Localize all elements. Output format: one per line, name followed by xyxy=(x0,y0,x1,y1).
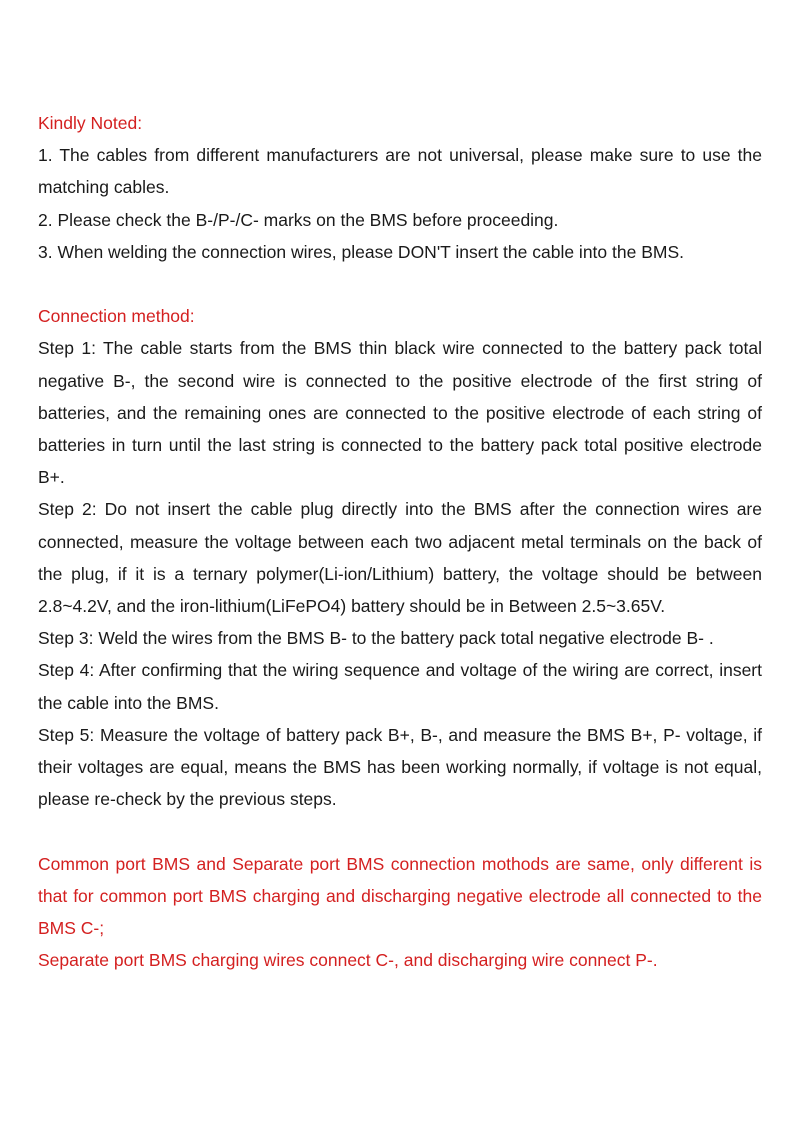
note-item: 2. Please check the B-/P-/C- marks on the BMS before proceeding. xyxy=(38,209,559,230)
section-spacer xyxy=(38,268,762,300)
connection-step: Step 1: The cable starts from the BMS thin black wire connected to the battery pack total negative B-, the second wire is connected to the positive electrode of the first string of batteries, and the remaining ones are connected to the positive electrode of each string of batteries in turn until the last string is connected to the battery pack total positive electrode B+. xyxy=(38,338,762,488)
connection-step: Step 4: After confirming that the wiring sequence and voltage of the wiring are correct, insert the cable into the BMS. xyxy=(38,660,762,713)
note-item: 1. The cables from different manufacturers are not universal, please make sure to use the matching cables. xyxy=(38,145,762,198)
connection-heading: Connection method: xyxy=(38,306,195,327)
separate-port-note: Separate port BMS charging wires connect C-, and discharging wire connect P-. xyxy=(38,950,658,971)
section-spacer xyxy=(38,815,762,847)
notes-heading: Kindly Noted: xyxy=(38,113,143,133)
connection-step: Step 2: Do not insert the cable plug directly into the BMS after the connection wires are connected, measure the voltage between each two adjacent metal terminals on the back of the plug, if it is a ternary polymer(Li-ion/Lithium) battery, the voltage should be between 2.8~4.2V, and the iron-lithium(LiFePO4) battery should be in Between 2.5~3.65V. xyxy=(38,499,762,617)
connection-step: Step 5: Measure the voltage of battery pack B+, B-, and measure the BMS B+, P- voltage, if their voltages are equal, means the BMS has been working normally, if voltage is not equal, please re-check by the previous steps. xyxy=(38,724,762,810)
common-port-note: Common port BMS and Separate port BMS connection mothods are same, only different is that for common port BMS charging and discharging negative electrode all connected to the BMS C-; xyxy=(38,853,762,939)
document-page xyxy=(38,107,762,976)
note-item: 3. When welding the connection wires, please DON'T insert the cable into the BMS. xyxy=(38,241,684,262)
connection-step: Step 3: Weld the wires from the BMS B- to the battery pack total negative electrode B- . xyxy=(38,628,714,649)
